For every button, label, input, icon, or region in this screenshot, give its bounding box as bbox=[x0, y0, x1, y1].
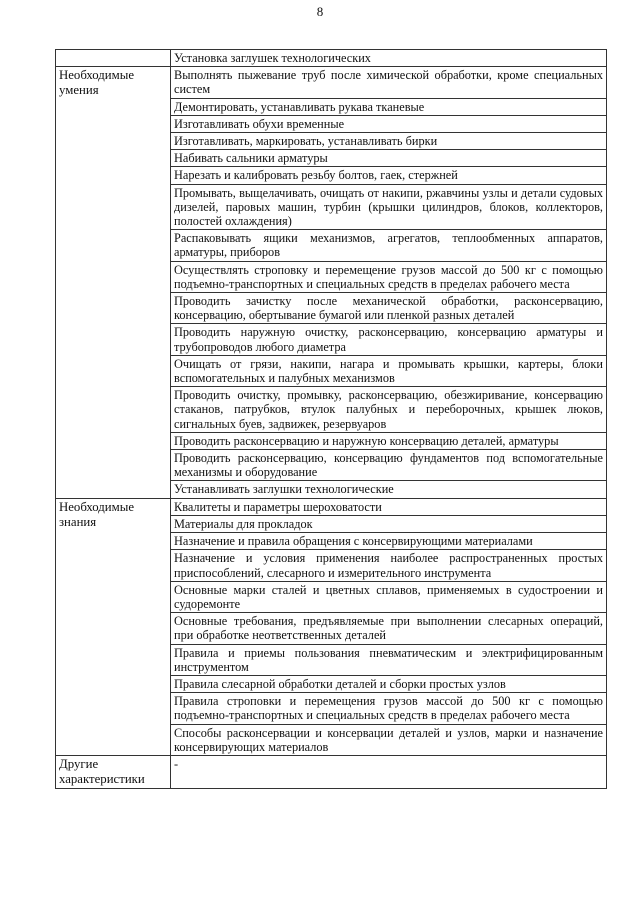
skills-section-item: Нарезать и калибровать резьбу болтов, гаек, стержней bbox=[171, 167, 607, 184]
requirements-table-body bbox=[56, 50, 607, 789]
continuation-section-item: Установка заглушек технологических bbox=[171, 50, 607, 67]
knowledge-section-item: Назначение и правила обращения с консервирующими материалами bbox=[171, 533, 607, 550]
skills-section-item: Набивать сальники арматуры bbox=[171, 150, 607, 167]
knowledge-section-item: Основные требования, предъявляемые при выполнении слесарных операций, при обработке неответственных деталей bbox=[171, 613, 607, 644]
skills-section-item: Осуществлять строповку и перемещение грузов массой до 500 кг с помощью подъемно-транспортных и специальных средств в пределах рабочего места bbox=[171, 261, 607, 292]
skills-section-item: Проводить зачистку после механической обработки, расконсервацию, консервацию, обертывание бумагой или пленкой разных деталей bbox=[171, 293, 607, 324]
knowledge-section-item: Материалы для прокладок bbox=[171, 515, 607, 532]
skills-section-item: Распаковывать ящики механизмов, агрегатов, теплообменных аппаратов, арматуры, приборов bbox=[171, 230, 607, 261]
skills-section-item: Проводить очистку, промывку, расконсервацию, обезжиривание, консервацию стаканов, патрубков, втулок палубных и переборочных, крышек люков, сигнальных буев, задвижек, резервуаров bbox=[171, 387, 607, 433]
knowledge-section-item: Способы расконсервации и консервации деталей и узлов, марки и назначение консервирующих материалов bbox=[171, 724, 607, 755]
knowledge-section-item: Правила и приемы пользования пневматическим и электрифицированным инструментом bbox=[171, 644, 607, 675]
skills-section-item: Устанавливать заглушки технологические bbox=[171, 481, 607, 498]
skills-section-item: Проводить расконсервацию и наружную консервацию деталей, арматуры bbox=[171, 432, 607, 449]
table-row bbox=[56, 50, 607, 67]
page-number: 8 bbox=[316, 4, 324, 19]
skills-section-label: Необходимые умения bbox=[56, 67, 171, 498]
table-row bbox=[56, 67, 607, 98]
knowledge-section-label: Необходимые знания bbox=[56, 498, 171, 755]
knowledge-section-item: Квалитеты и параметры шероховатости bbox=[171, 498, 607, 515]
skills-section-item: Демонтировать, устанавливать рукава тканевые bbox=[171, 98, 607, 115]
other-section-label: Другие характеристики bbox=[56, 755, 171, 788]
skills-section-item: Проводить наружную очистку, расконсервацию, консервацию арматуры и трубопроводов любого диаметра bbox=[171, 324, 607, 355]
skills-section-item: Промывать, выщелачивать, очищать от накипи, ржавчины узлы и детали судовых дизелей, паровых машин, турбин (крышки цилиндров, блоков, коллекторов, полостей охлаждения) bbox=[171, 184, 607, 230]
skills-section-item: Очищать от грязи, накипи, нагара и промывать крышки, картеры, блоки вспомогательных и палубных механизмов bbox=[171, 355, 607, 386]
requirements-table bbox=[55, 49, 607, 789]
other-section-item: - bbox=[171, 755, 607, 788]
skills-section-item: Проводить расконсервацию, консервацию фундаментов под вспомогательные механизмы и оборудование bbox=[171, 450, 607, 481]
table-row bbox=[56, 498, 607, 515]
skills-section-item: Изготавливать, маркировать, устанавливать бирки bbox=[171, 133, 607, 150]
skills-section-item: Выполнять пыжевание труб после химической обработки, кроме специальных систем bbox=[171, 67, 607, 98]
skills-section-item: Изготавливать обухи временные bbox=[171, 115, 607, 132]
knowledge-section-item: Правила строповки и перемещения грузов массой до 500 кг с помощью подъемно-транспортных и специальных средств в пределах рабочего места bbox=[171, 693, 607, 724]
continuation-section-label bbox=[56, 50, 171, 67]
knowledge-section-item: Назначение и условия применения наиболее распространенных простых приспособлений, слесарного и измерительного инструмента bbox=[171, 550, 607, 581]
knowledge-section-item: Правила слесарной обработки деталей и сборки простых узлов bbox=[171, 675, 607, 692]
table-row bbox=[56, 755, 607, 788]
knowledge-section-item: Основные марки сталей и цветных сплавов, применяемых в судостроении и судоремонте bbox=[171, 581, 607, 612]
